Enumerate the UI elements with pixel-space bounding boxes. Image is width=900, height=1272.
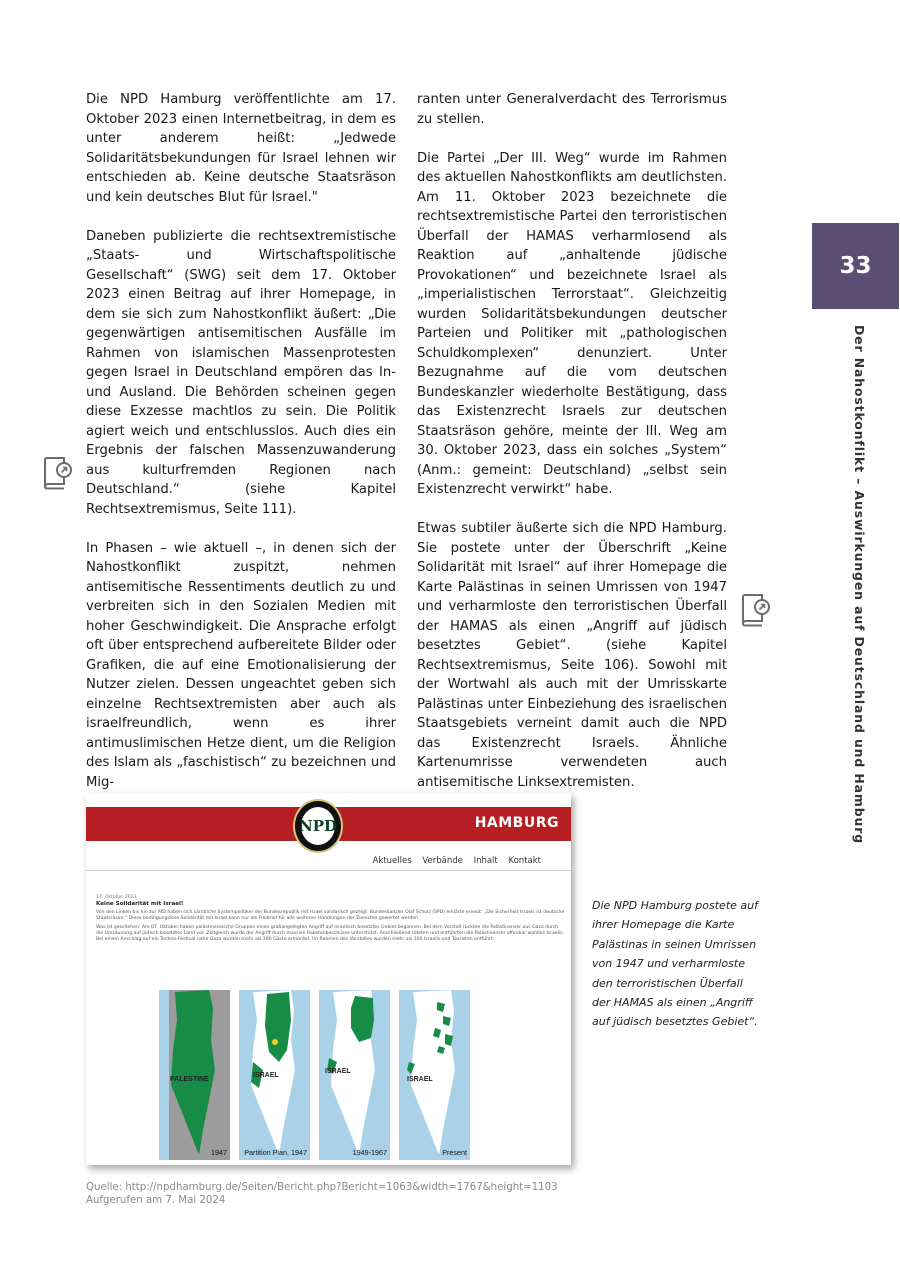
book-reference-icon[interactable]	[42, 456, 72, 490]
article	[96, 895, 566, 946]
text-column-left	[86, 90, 396, 812]
page-number-tab	[812, 223, 899, 309]
map-label: ISRAEL	[253, 1072, 279, 1079]
article-paragraph: Was ist geschehen: Am 07. Oktober haben palästinensische Gruppen einen großangelegten Angriff auf israelisch besetztes Gebiet begonnen. Bei dem Vorstoß rückten die Palästinenser aus Gaza durch die Umzäunung auf jüdisch besetztes Land vor. Zeitgleich wurde der Angriff durch massive Raketenbeschüsse unterstützt. Anschließend töteten und entführten die Palästinenser offenbar wahllos Israelis. Bei einem Anschlag auf ein Techno-Festival nahe Gaza wurden mehr als 260 Gäste ermordet. Im Rahmen des Vorstoßes wurden mehr als 100 Israelis und Touristen entführt.	[96, 925, 565, 942]
page-number: 33	[839, 253, 872, 279]
map-year: Present	[442, 1148, 467, 1157]
source-note	[86, 1181, 558, 1207]
article-headline: Keine Solidarität mit Israel!	[96, 901, 184, 907]
map-panel-1949-1967	[319, 990, 390, 1160]
map-year: 1949-1967	[352, 1148, 387, 1157]
banner-title: HAMBURG	[474, 815, 559, 831]
paragraph: Daneben publizierte die rechtsextremistische „Staats- und Wirtschaftspolitische Gesellschaft“ (SWG) seit dem 17. Oktober 2023 einen Beitrag auf ihrer Homepage, in dem sie sich zum Nahostkonflikt äußert: „Die gegenwärtigen antisemitischen Ausfälle im Rahmen von islamischen Massenprotesten gegen Israel in Deutschland empören das In- und Ausland. Die Behörden scheinen gegen diese Exzesse machtlos zu sein. Die Politik agiert weich und entschlusslos. Auch dies ein Ergebnis der falschen Massenzuwanderung aus kulturfremden Regionen nach Deutschland.“ (siehe Kapitel Rechtsextremismus, Seite 111).	[86, 228, 396, 517]
site-nav	[365, 856, 541, 866]
map-panel-1947	[159, 990, 230, 1160]
nav-item: Verbände	[422, 856, 463, 866]
text-column-right	[417, 90, 727, 812]
paragraph: Die NPD Hamburg veröffentlichte am 17. Oktober 2023 einen Internetbeitrag, in dem es unter anderem heißt: „Jedwede Solidaritätsbekundungen für Israel lehnen wir entschieden ab. Keine deutsche Staatsräson und kein deutsches Blut für Israel."	[86, 92, 396, 205]
map-label: ISRAEL	[325, 1068, 351, 1075]
divider	[86, 870, 571, 871]
paragraph: Die Partei „Der III. Weg“ wurde im Rahmen des aktuellen Nahostkonflikts am deutlichsten. Am 11. Oktober 2023 bezeichnete die rechtsextremistische Partei den terroristischen Überfall der HAMAS verharmlosend als Reaktion auf „anhaltende jüdische Provokationen“ und bezeichnete Israel als „imperialistischen Terrorstaat“. Gleichzeitig wurden Solidaritätsbekundungen deutscher Parteien und Politiker mit „pathologischen Schuldkomplexen“ denunziert. Unter Bezugnahme auf die vom deutschen Bundeskanzler wiederholte Bestätigung, dass das Existenzrecht Israels zur deutschen Staatsräson gehöre, meinte der III. Weg am 30. Oktober 2023, dass ein solches „System“ (Anm.: gemeint: Deutschland) „selbst sein Existenzrecht verwirkt“ habe.	[417, 150, 727, 497]
access-date: Aufgerufen am 7. Mai 2024	[86, 1195, 226, 1206]
article-paragraph: Von den Linken bis hin zur AfD haben sich sämtliche Systempolitiker der Bundesrepublik mit Israel solidarisch gezeigt. Bundeskanzler Olaf Scholz (SPD) erklärte erneut: „Die Sicherheit Israels ist deutsche Staatsräson.“ Diese bedingungslose Solidarität mit Israel kann nur als Freibrief für alle weiteren Handlungen der Zionisten gewertet werden.	[96, 910, 565, 921]
book-reference-icon[interactable]	[740, 593, 770, 627]
nav-item: Kontakt	[508, 856, 541, 866]
paragraph: ranten unter Generalverdacht des Terrorismus zu stellen.	[417, 92, 727, 127]
map-panel-present	[399, 990, 470, 1160]
logo-text: NPD	[301, 807, 335, 845]
map-panel-partition	[239, 990, 310, 1160]
party-logo	[293, 799, 343, 853]
paragraph: In Phasen – wie aktuell –, in denen sich der Nahostkonflikt zuspitzt, nehmen antisemitische Ressentiments deutlich zu und verbreiten sich in den Sozialen Medien mit hoher Geschwindigkeit. Die Ansprache erfolgt oft über entsprechend aufbereitete Bilder oder Grafiken, die auf eine Emotionalisierung der Nutzer zielen. Dessen ungeachtet geben sich einzelne Rechtsextremisten aber auch als israelfreundlich, wenn es ihrer antimuslimischen Hetze dient, um die Religion des Islam als „faschistisch“ zu bezeichnen und Mig-	[86, 540, 396, 790]
website-screenshot	[86, 793, 571, 1165]
paragraph: Etwas subtiler äußerte sich die NPD Hamburg. Sie postete unter der Überschrift „Keine Solidarität mit Israel“ auf ihrer Homepage die Karte Palästinas in seinen Umrissen von 1947 und verharmloste den terroristischen Überfall der HAMAS als einen „Angriff auf jüdisch besetztes Gebiet“. (siehe Kapitel Rechtsextremismus, Seite 106). Sowohl mit der Wortwahl als auch mit der Umrisskarte Palästinas unter Einbeziehung des israelischen Staatsgebiets verneint damit auch die NPD das Existenzrecht Israels. Ähnliche Kartenumrisse verwendeten auch antisemitische Linksextremisten.	[417, 521, 727, 790]
figure-caption: Die NPD Hamburg postete auf ihrer Homepage die Karte Palästinas in seinen Umrissen von 1947 und verharmloste den terroristischen Überfall der HAMAS als einen „Angriff auf jüdisch besetztes Gebiet“.	[592, 899, 758, 1029]
source-url: Quelle: http://npdhamburg.de/Seiten/Bericht.php?Bericht=1063&width=1767&height=1103	[86, 1182, 558, 1193]
map-year: Partition Plan, 1947	[244, 1148, 307, 1157]
map-label: PALESTINE	[170, 1076, 209, 1083]
map-label: ISRAEL	[407, 1076, 433, 1083]
nav-item: Inhalt	[473, 856, 498, 866]
chapter-title: Der Nahostkonflikt – Auswirkungen auf Deutschland und Hamburg	[852, 325, 867, 844]
map-year: 1947	[211, 1148, 227, 1157]
article-date: 17. Oktober 2023	[96, 895, 137, 900]
nav-item: Aktuelles	[372, 856, 412, 866]
